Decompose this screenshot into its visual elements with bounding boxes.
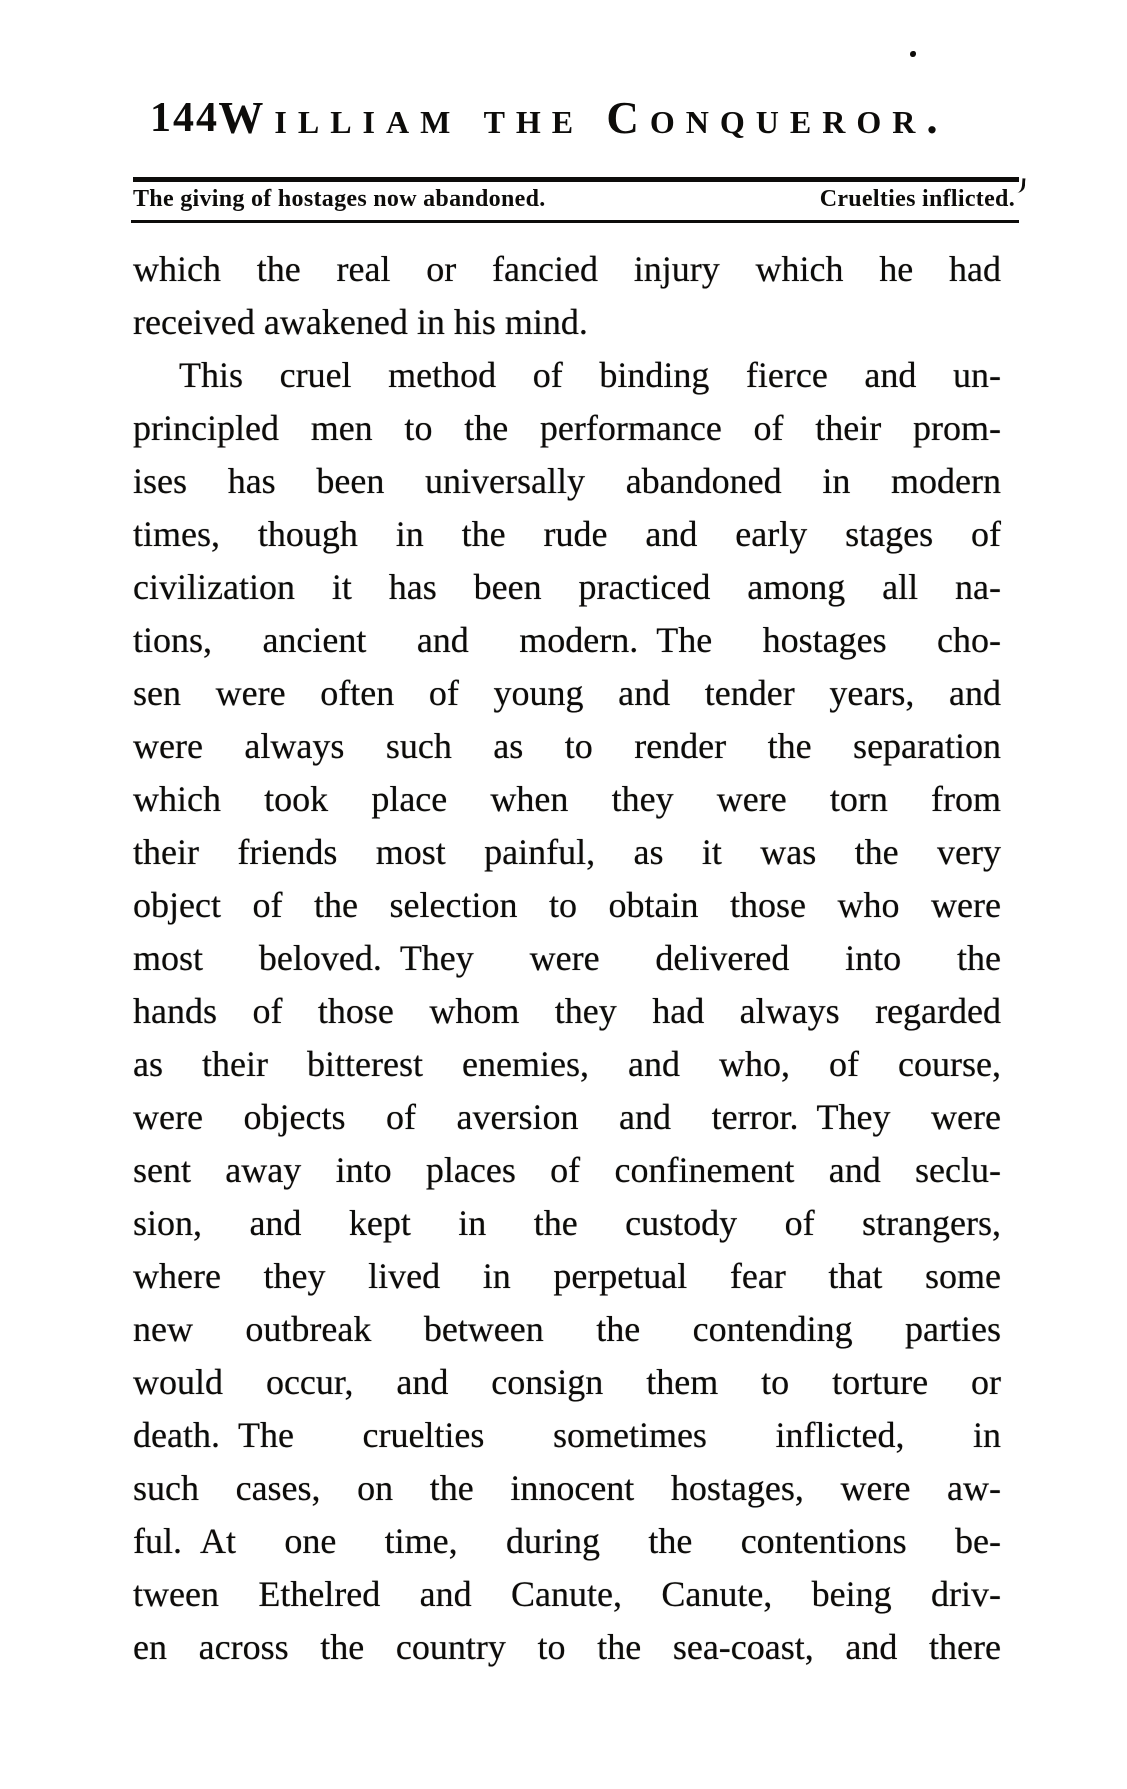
text-line: sen were often of young and tender years, and: [133, 673, 1001, 713]
text-line: were objects of aversion and terror. They were: [133, 1097, 1001, 1137]
text-line: such cases, on the innocent hostages, were aw-: [133, 1468, 1001, 1508]
text-line: new outbreak between the contending parties: [133, 1309, 1001, 1349]
running-head-right: Cruelties inflicted.: [819, 186, 1015, 212]
text-line: tions, ancient and modern. The hostages cho-: [133, 620, 1001, 660]
header-rule-hook: [1015, 178, 1025, 194]
running-head-left: The giving of hostages now abandoned.: [133, 186, 546, 212]
running-title: William the Conqueror.: [218, 93, 949, 143]
text-line: object of the selection to obtain those who were: [133, 885, 1001, 925]
text-line: ises has been universally abandoned in modern: [133, 461, 1001, 501]
page-number: 144: [150, 95, 219, 141]
text-line: principled men to the performance of their prom-: [133, 408, 1001, 448]
text-line: which the real or fancied injury which he had: [133, 249, 1001, 289]
text-line: where they lived in perpetual fear that some: [133, 1256, 1001, 1296]
text-line: as their bitterest enemies, and who, of course,: [133, 1044, 1001, 1084]
text-line: This cruel method of binding fierce and un-: [179, 355, 1001, 395]
text-line: death. The cruelties sometimes inflicted, in: [133, 1415, 1001, 1455]
text-line: ful. At one time, during the contentions be-: [133, 1521, 1001, 1561]
text-line: received awakened in his mind.: [133, 302, 588, 342]
text-line: sent away into places of confinement and seclu-: [133, 1150, 1001, 1190]
body-text: [133, 243, 1001, 1674]
running-heads: [133, 186, 1015, 213]
text-line: en across the country to the sea-coast, and there: [133, 1627, 1001, 1667]
text-line: most beloved. They were delivered into the: [133, 938, 1001, 978]
text-line: tween Ethelred and Canute, Canute, being driv-: [133, 1574, 1001, 1614]
text-line: civilization it has been practiced among all na-: [133, 567, 1001, 607]
text-line: would occur, and consign them to torture or: [133, 1362, 1001, 1402]
text-line: which took place when they were torn from: [133, 779, 1001, 819]
text-line: hands of those whom they had always regarded: [133, 991, 1001, 1031]
text-line: times, though in the rude and early stages of: [133, 514, 1001, 554]
ink-speck: [910, 51, 916, 57]
text-line: sion, and kept in the custody of strangers,: [133, 1203, 1001, 1243]
text-line: were always such as to render the separation: [133, 726, 1001, 766]
header-rule-bottom: [131, 220, 1019, 223]
header-rule-top: [133, 177, 1019, 182]
text-line: their friends most painful, as it was the very: [133, 832, 1001, 872]
